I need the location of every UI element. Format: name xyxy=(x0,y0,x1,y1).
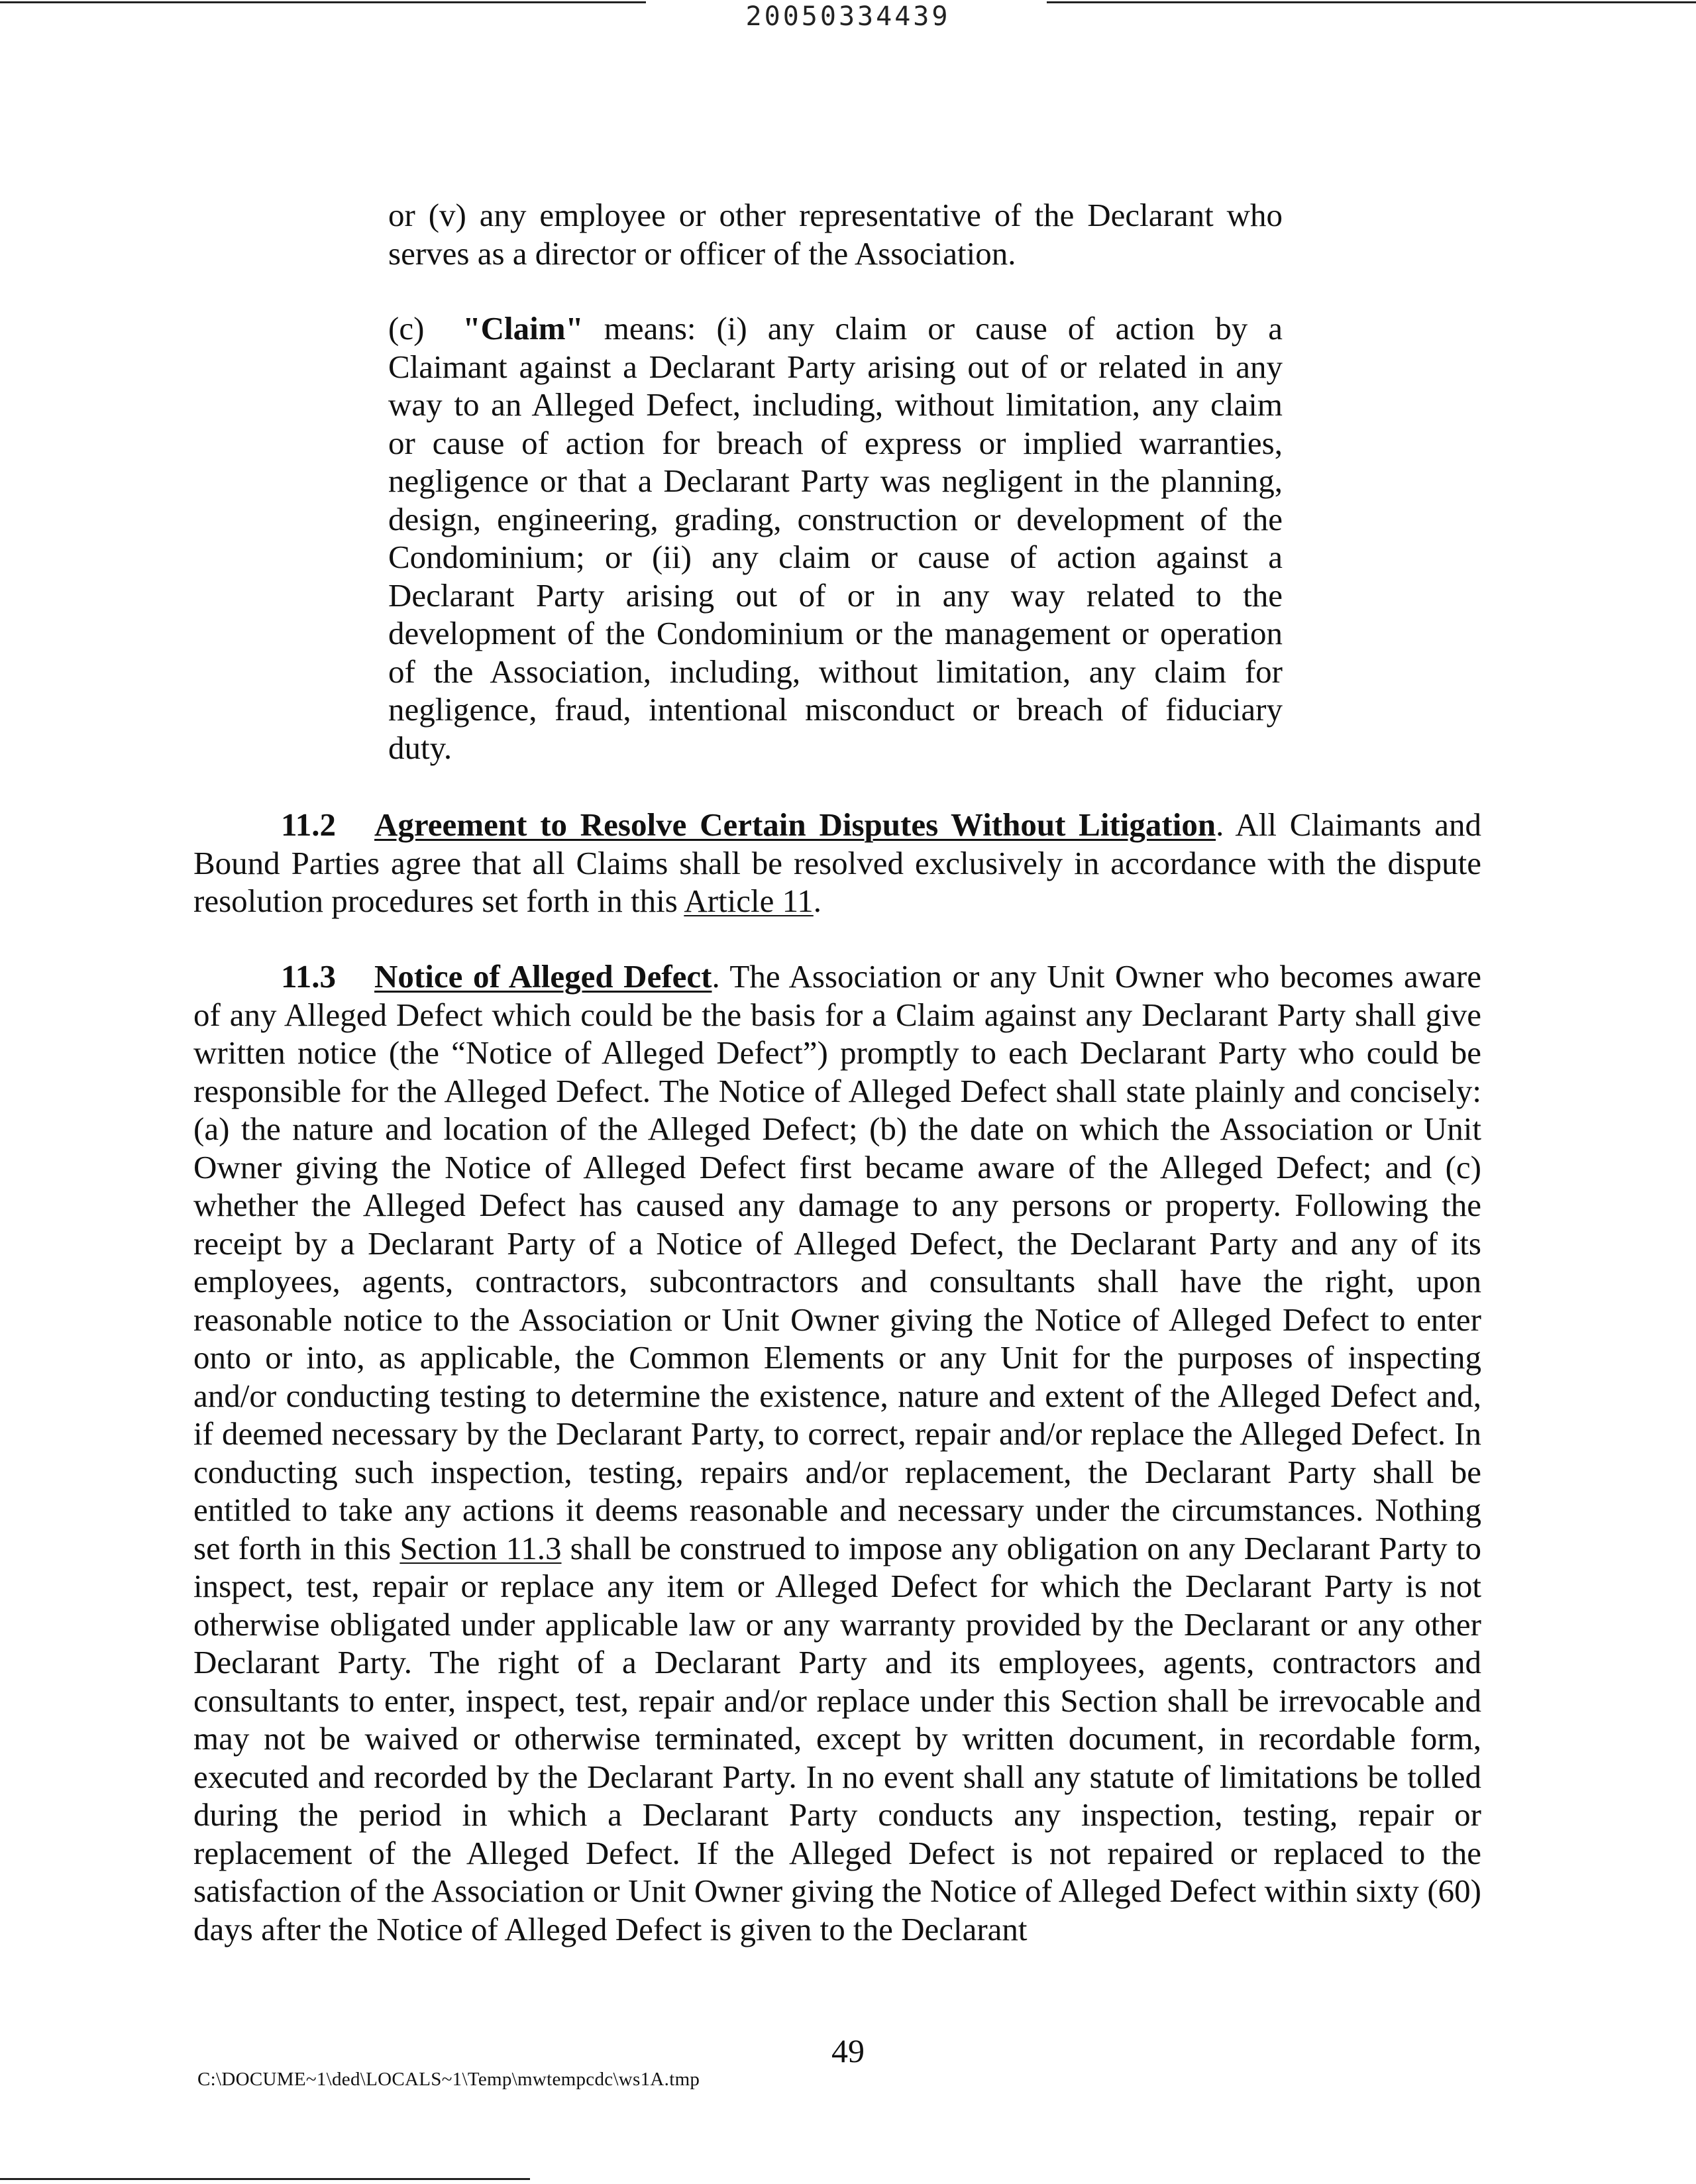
bottom-rule xyxy=(0,2178,530,2180)
claim-definition-paragraph xyxy=(388,309,1283,767)
continuation-paragraph: or (v) any employee or other representative of the Declarant who serves as a director or officer of the Association. xyxy=(388,197,1283,272)
section-11-3-title: Notice of Alleged Defect xyxy=(374,958,712,995)
section-11-3-paragraph xyxy=(193,957,1481,1948)
document-number: 20050334439 xyxy=(745,1,951,32)
top-rule-right xyxy=(1047,1,1696,3)
section-11-3-text: . The Association or any Unit Owner who becomes aware of any Alleged Defect which could be the basis for a Claim against any Declarant Party shall give written notice (the “Notice of Alleged Defect”) promptly to each Declarant Party who could be responsible for the Alleged Defect. The Notice of Alleged Defect shall state plainly and concisely: (a) the nature and location of the Alleged Defect; (b) the date on which the Association or Unit Owner giving the Notice of Alleged Defect first became aware of the Alleged Defect; and (c) whether the Alleged Defect has caused any damage to any persons or property. Following the receipt by a Declarant Party of a Notice of Alleged Defect, the Declarant Party and any of its employees, agents, contractors, subcontractors and consultants shall have the right, upon reasonable notice to the Association or Unit Owner giving the Notice of Alleged Defect to enter onto or into, as applicable, the Common Elements or any Unit for the purposes of inspecting and/or conducting testing to determine the existence, nature and extent of the Alleged Defect and, if deemed necessary by the Declarant Party, to correct, repair and/or replace the Alleged Defect. In conducting such inspection, testing, repairs and/or replacement, the Declarant Party shall be entitled to take any actions it deems reasonable and necessary under the circumstances. Nothing set forth in this xyxy=(193,958,1481,1566)
page-number: 49 xyxy=(831,2032,865,2069)
claim-term: "Claim" xyxy=(462,310,584,347)
article-11-reference: Article 11 xyxy=(684,883,814,919)
section-11-2-number: 11.2 xyxy=(281,806,337,843)
section-11-2-text: . All Claimants and Bound Parties agree that all Claims shall be resolved exclusively in accordance with the dispute resolution procedures set forth in this xyxy=(193,806,1481,919)
section-11-2-title: Agreement to Resolve Certain Disputes Without Litigation xyxy=(374,806,1216,843)
section-11-2-paragraph xyxy=(193,806,1481,920)
section-11-3-number: 11.3 xyxy=(281,958,337,995)
section-11-3-text-continued: shall be construed to impose any obligation on any Declarant Party to inspect, test, repair or replace any item or Alleged Defect for which the Declarant Party is not otherwise obligated under applicable law or any warranty provided by the Declarant or any other Declarant Party. The right of a Declarant Party and its employees, agents, contractors and consultants to enter, inspect, test, repair and/or replace under this Section shall be irrevocable and may not be waived or otherwise terminated, except by written document, in recordable form, executed and recorded by the Declarant Party. In no event shall any statute of limitations be tolled during the period in which a Declarant Party conducts any inspection, testing, repair or replacement of the Alleged Defect. If the Alleged Defect is not repaired or replaced to the satisfaction of the Association or Unit Owner giving the Notice of Alleged Defect within sixty (60) days after the Notice of Alleged Defect is given to the Declarant xyxy=(193,1529,1481,1947)
claim-definition-text: means: (i) any claim or cause of action by a Claimant against a Declarant Party arising out of or related in any way to an Alleged Defect, including, without limitation, any claim or cause of action for breach of express or implied warranties, negligence or that a Declarant Party was negligent in the planning, design, engineering, grading, construction or development of the Condominium; or (ii) any claim or cause of action against a Declarant Party arising out of or in any way related to the development of the Condominium or the management or operation of the Association, including, without limitation, any claim for negligence, fraud, intentional misconduct or breach of fiduciary duty. xyxy=(388,310,1283,766)
section-11-3-reference: Section 11.3 xyxy=(399,1529,562,1566)
claim-label: (c) xyxy=(388,310,425,347)
footer-file-path: C:\DOCUME~1\ded\LOCALS~1\Temp\mwtempcdc\ws1A.tmp xyxy=(197,2069,700,2090)
section-11-2-text-end: . xyxy=(813,883,822,919)
